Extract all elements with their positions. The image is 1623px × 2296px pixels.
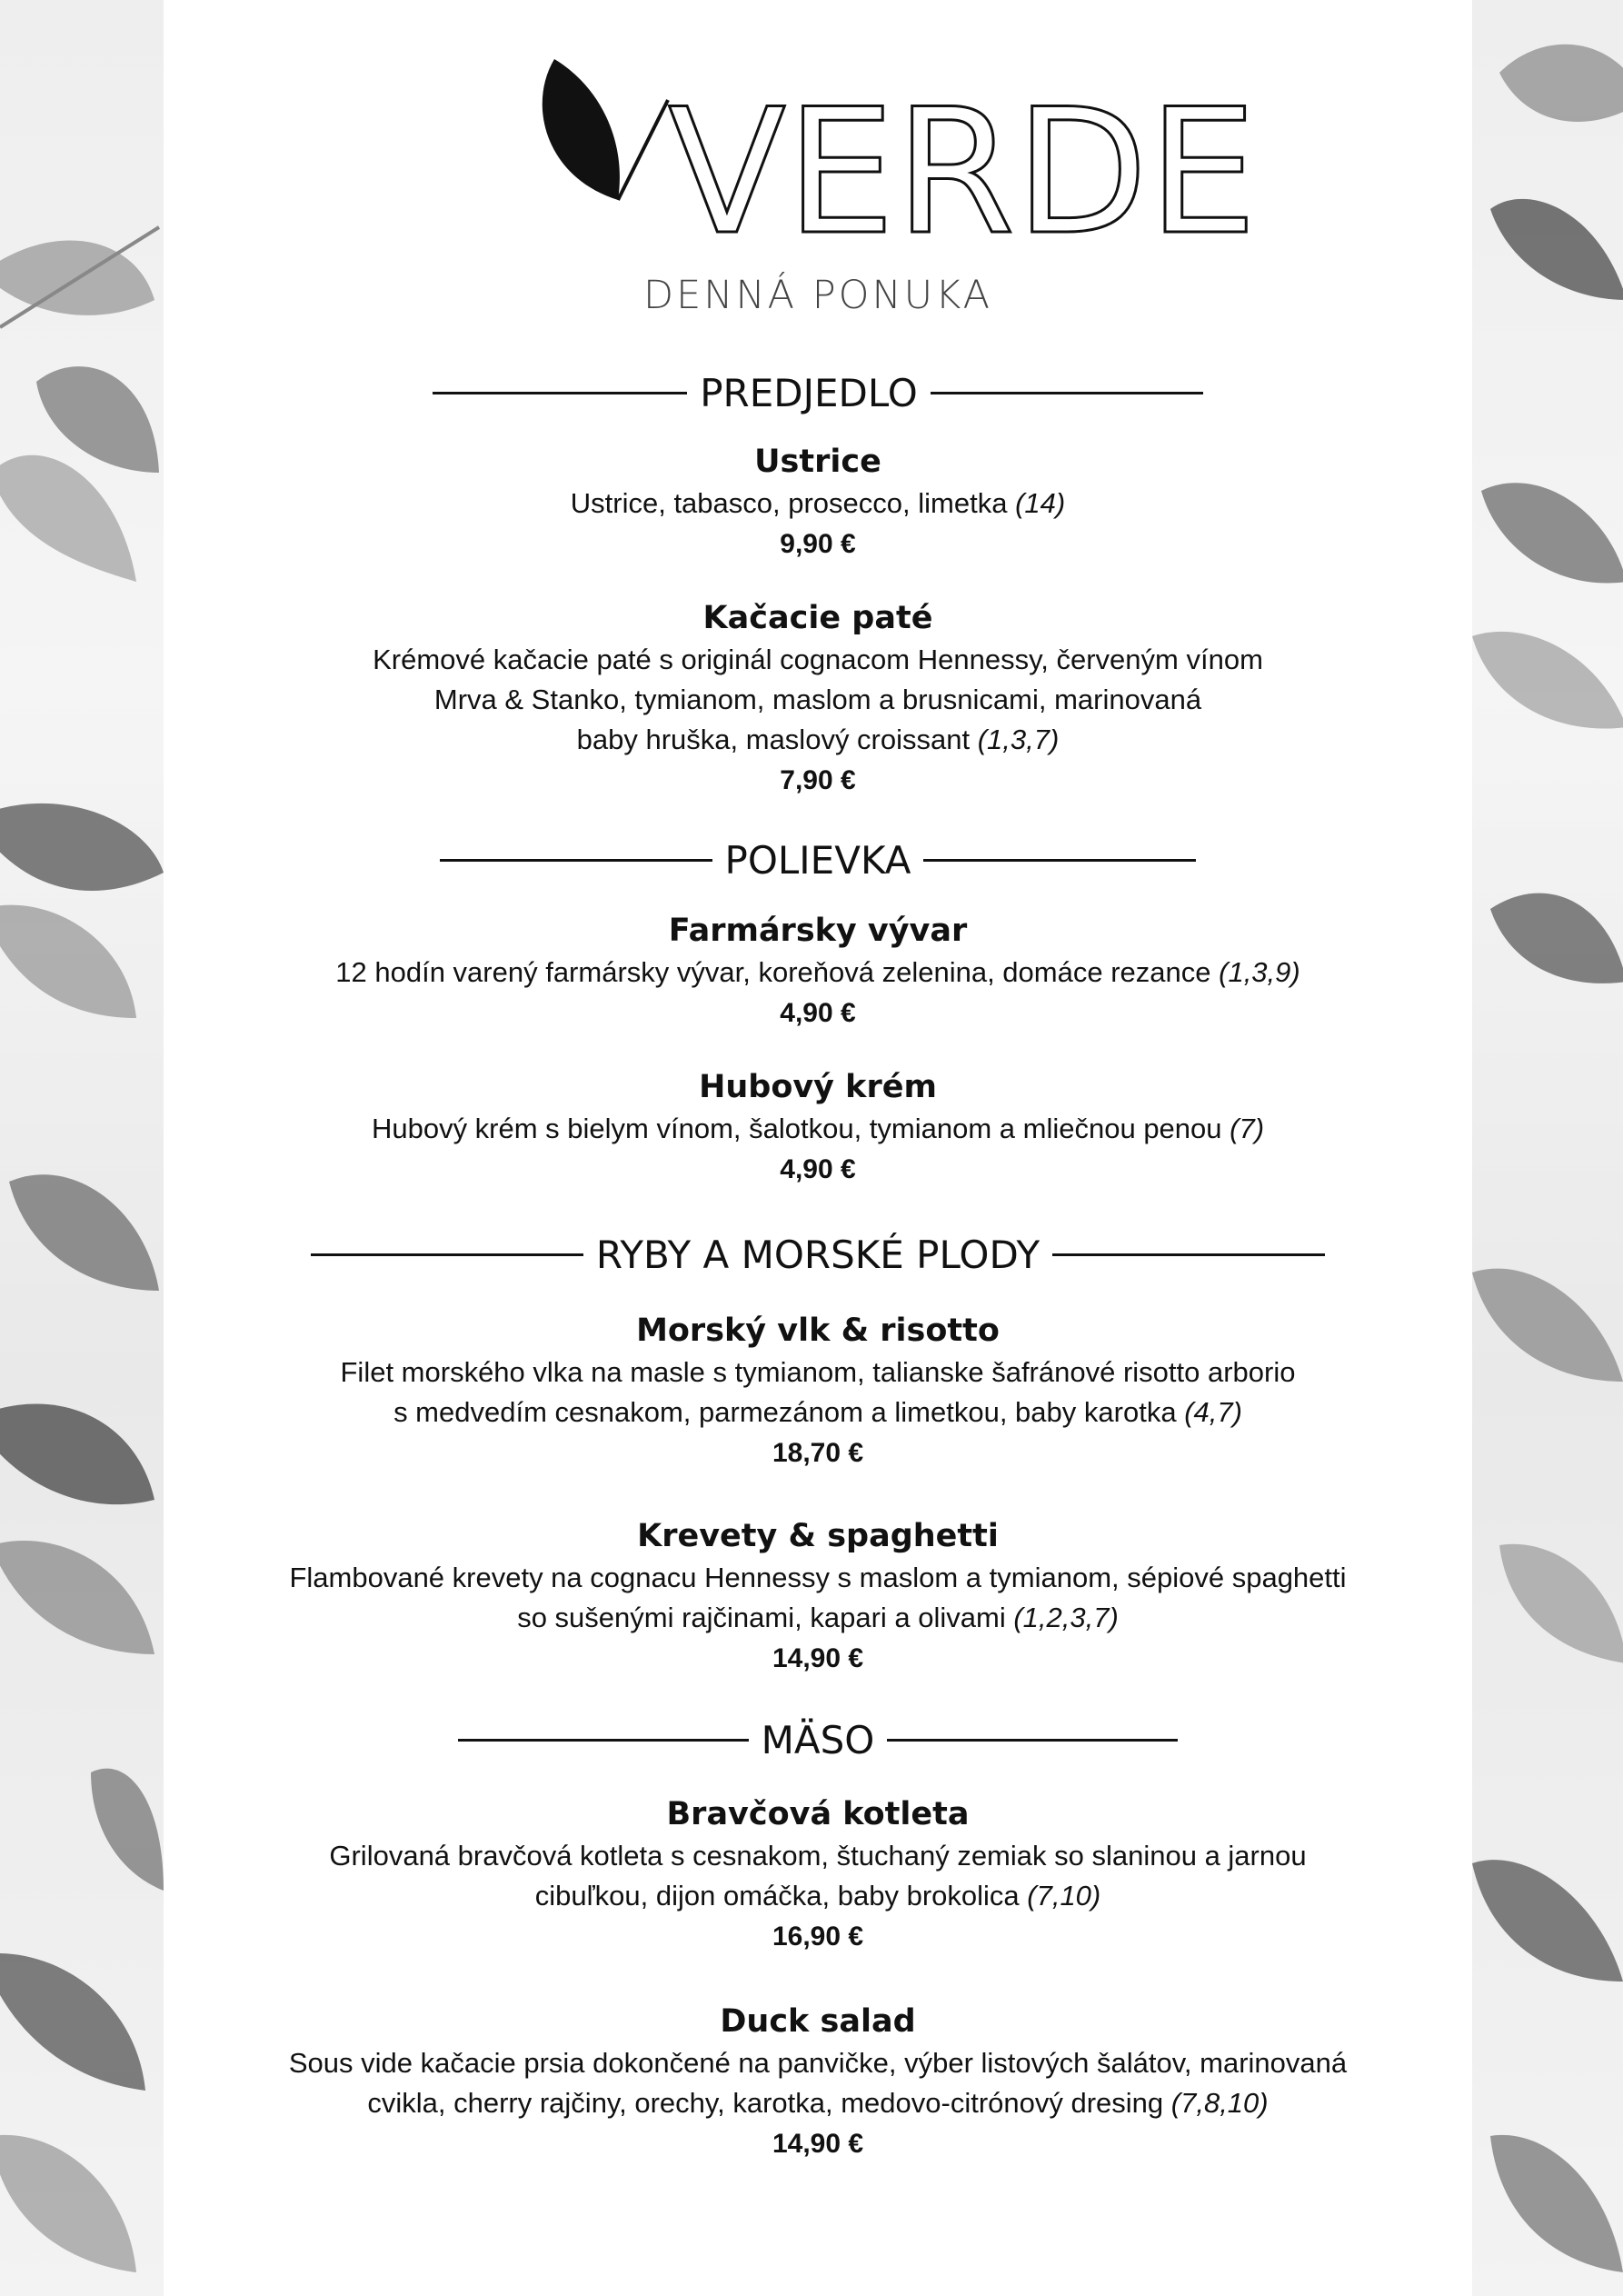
dish-allergens: (4,7) <box>1184 1396 1242 1428</box>
dish-description <box>164 1109 1472 1149</box>
left-leaf-decoration <box>0 0 164 2296</box>
dish-item <box>164 440 1472 565</box>
dish-name: Duck salad <box>720 2003 916 2040</box>
dish-price: 18,70 € <box>772 1438 864 1468</box>
menu-content <box>164 0 1472 2296</box>
dish-allergens: (1,2,3,7) <box>1013 1602 1119 1633</box>
section-rule <box>923 859 1196 862</box>
dish-name: Farmársky vývar <box>668 913 968 949</box>
dish-item <box>164 596 1472 802</box>
dish-description-line: Sous vide kačacie prsia dokončené na panvičke, výber listových šalátov, marinovaná <box>288 2047 1348 2079</box>
dish-description <box>164 1836 1472 1916</box>
dish-description-line: Hubový krém s bielym vínom, šalotkou, tymianom a mliečnou penou <box>371 1113 1222 1144</box>
section-rule <box>458 1739 749 1742</box>
brand-logo <box>164 50 1472 273</box>
dish-price: 9,90 € <box>780 529 856 559</box>
dish-item <box>164 1309 1472 1474</box>
dish-description-line: Grilovaná bravčová kotleta s cesnakom, štuchaný zemiak so slaninou a jarnou <box>329 1840 1307 1872</box>
dish-description-line: s medvedím cesnakom, parmezánom a limetkou, baby karotka <box>393 1396 1177 1428</box>
dish-allergens: (7) <box>1230 1113 1265 1144</box>
dish-description <box>164 1558 1472 1638</box>
dish-item <box>164 1514 1472 1680</box>
dish-description-line: so sušenými rajčinami, kapari a olivami <box>517 1602 1006 1633</box>
dish-price: 4,90 € <box>780 998 856 1028</box>
section-rule <box>311 1253 583 1256</box>
section-rule <box>433 392 687 394</box>
dish-description <box>164 640 1472 760</box>
dish-description <box>164 2043 1472 2123</box>
dish-description <box>164 1353 1472 1433</box>
dish-description-line: cibuľkou, dijon omáčka, baby brokolica <box>534 1880 1020 1912</box>
section-title: RYBY A MORSKÉ PLODY <box>595 1233 1041 1277</box>
dish-description-line: Flambované krevety na cognacu Hennessy s maslom a tymianom, sépiové spaghetti <box>289 1562 1347 1593</box>
right-leaf-decoration <box>1472 0 1623 2296</box>
brand-name: VERDE <box>668 72 1258 273</box>
leaves-left-icon <box>0 0 164 2296</box>
page-subtitle: DENNÁ PONUKA <box>643 273 992 318</box>
dish-description <box>164 953 1472 993</box>
dish-allergens: (1,3,9) <box>1219 956 1300 988</box>
dish-description-line: Krémové kačacie paté s originál cognacom Hennessy, červeným vínom <box>373 644 1263 675</box>
dish-description-line: Filet morského vlka na masle s tymianom, talianske šafránové risotto arborio <box>340 1356 1296 1388</box>
dish-allergens: (7,10) <box>1027 1880 1101 1912</box>
section-heading-predjedlo <box>164 371 1472 415</box>
dish-name: Morský vlk & risotto <box>636 1313 1000 1349</box>
dish-price: 4,90 € <box>780 1154 856 1184</box>
dish-allergens: (14) <box>1015 487 1066 519</box>
section-title: PREDJEDLO <box>700 371 918 415</box>
dish-price: 7,90 € <box>780 765 856 795</box>
section-rule <box>440 859 712 862</box>
section-heading-maso <box>164 1718 1472 1762</box>
dish-description-line: baby hruška, maslový croissant <box>576 724 971 755</box>
section-rule <box>931 392 1203 394</box>
section-title: POLIEVKA <box>724 838 911 883</box>
dish-description <box>164 484 1472 524</box>
dish-item <box>164 909 1472 1034</box>
dish-price: 14,90 € <box>772 2129 864 2159</box>
section-heading-polievka <box>164 838 1472 883</box>
dish-name: Hubový krém <box>699 1069 937 1105</box>
dish-allergens: (1,3,7) <box>977 724 1060 755</box>
dish-item <box>164 1792 1472 1958</box>
dish-description-line: cvikla, cherry rajčiny, orechy, karotka, medovo-citrónový dresing <box>367 2087 1164 2119</box>
dish-name: Ustrice <box>754 444 881 480</box>
dish-price: 16,90 € <box>772 1922 864 1952</box>
dish-price: 14,90 € <box>772 1643 864 1673</box>
dish-description-line: Mrva & Stanko, tymianom, maslom a brusnicami, marinovaná <box>433 684 1202 715</box>
section-rule <box>887 1739 1178 1742</box>
dish-name: Bravčová kotleta <box>666 1796 970 1832</box>
section-title: MÄSO <box>761 1718 875 1762</box>
section-heading-ryby <box>164 1233 1472 1277</box>
dish-description-line: Ustrice, tabasco, prosecco, limetka <box>570 487 1008 519</box>
verde-logo-icon <box>518 50 1258 273</box>
dish-name: Krevety & spaghetti <box>637 1518 999 1554</box>
section-rule <box>1052 1253 1325 1256</box>
dish-allergens: (7,8,10) <box>1170 2087 1269 2119</box>
dish-item <box>164 1065 1472 1191</box>
dish-name: Kačacie paté <box>702 600 933 636</box>
leaves-right-icon <box>1472 0 1623 2296</box>
dish-description-line: 12 hodín varený farmársky vývar, koreňová zelenina, domáce rezance <box>335 956 1211 988</box>
dish-item <box>164 2000 1472 2165</box>
